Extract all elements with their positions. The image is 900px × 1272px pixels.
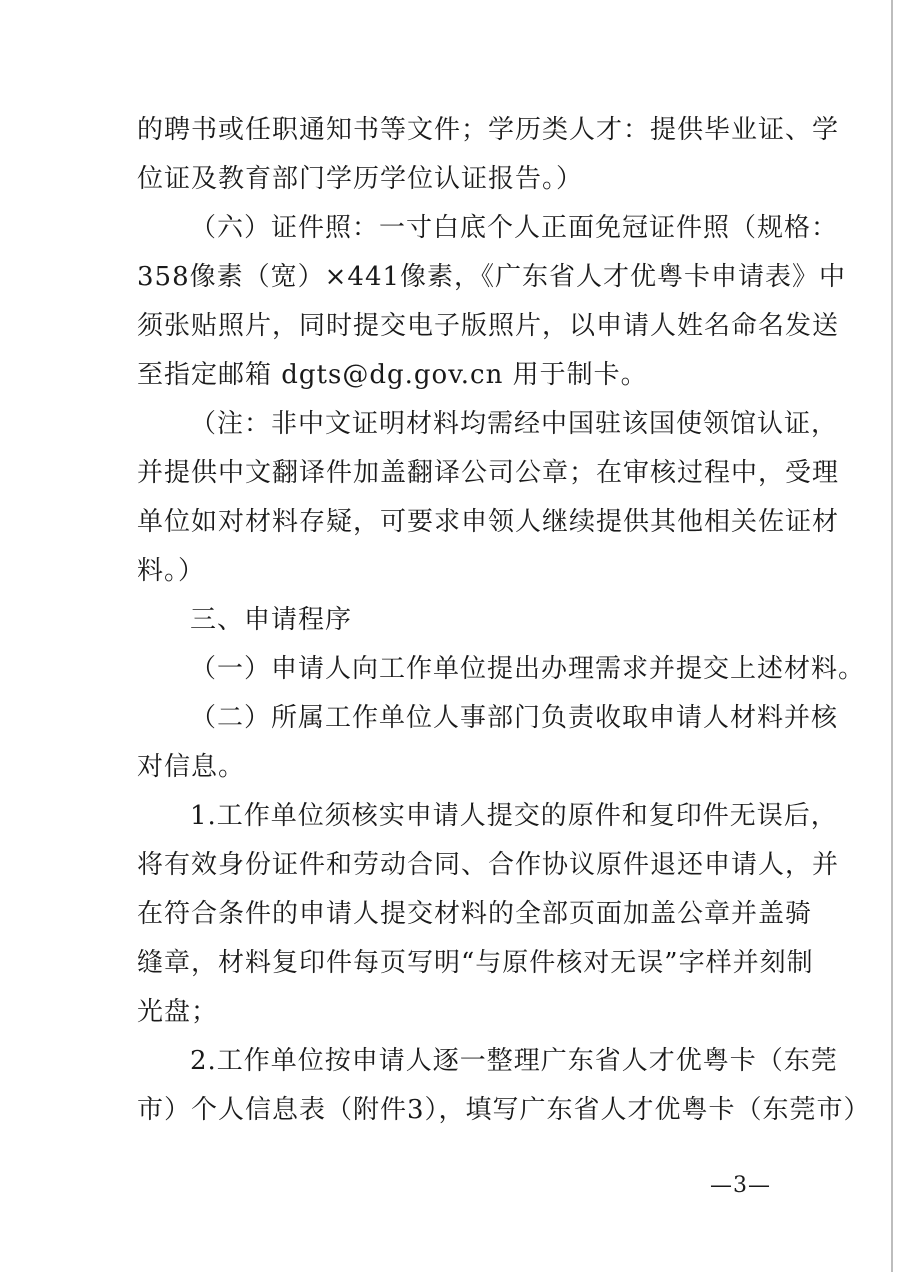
text-line-7: （注：非中文证明材料均需经中国驻该国使领馆认证，	[190, 409, 839, 439]
text-line-1: 的聘书或任职通知书等文件；学历类人才：提供毕业证、学	[137, 115, 840, 145]
text-line-13: （二）所属工作单位人事部门负责收取申请人材料并核	[190, 703, 839, 733]
text-line-5: 须张贴照片，同时提交电子版照片，以申请人姓名命名发送	[137, 311, 840, 341]
text-line-18: 缝章，材料复印件每页写明“与原件核对无误”字样并刻制	[137, 948, 814, 978]
text-line-10: 料。）	[137, 556, 206, 586]
text-line-16: 将有效身份证件和劳动合同、合作协议原件退还申请人，并	[137, 850, 840, 880]
text-line-2: 位证及教育部门学历学位认证报告。）	[137, 164, 584, 194]
text-line-12: （一）申请人向工作单位提出办理需求并提交上述材料。	[190, 654, 866, 684]
section-heading: 三、申请程序	[190, 605, 353, 635]
text-line-15: 1.工作单位须核实申请人提交的原件和复印件无误后，	[190, 801, 838, 831]
text-line-20: 2.工作单位按申请人逐一整理广东省人才优粤卡（东莞	[190, 1046, 838, 1076]
text-line-19: 光盘；	[137, 997, 219, 1027]
text-line-3: （六）证件照：一寸白底个人正面免冠证件照（规格：	[190, 213, 839, 243]
text-line-9: 单位如对材料存疑，可要求申领人继续提供其他相关佐证材	[137, 507, 840, 537]
text-line-8: 并提供中文翻译件加盖翻译公司公章；在审核过程中，受理	[137, 458, 840, 488]
text-line-14: 对信息。	[137, 752, 246, 782]
text-line-17: 在符合条件的申请人提交材料的全部页面加盖公章并盖骑	[137, 899, 813, 929]
text-line-6: 至指定邮箱 dgts@dg.gov.cn 用于制卡。	[137, 360, 648, 390]
text-line-4: 358像素（宽）×441像素，《广东省人才优粤卡申请表》中	[137, 262, 847, 292]
text-line-21: 市）个人信息表（附件3），填写广东省人才优粤卡（东莞市）	[137, 1095, 871, 1125]
page-number: —3—	[710, 1173, 771, 1198]
scan-edge-line	[891, 0, 893, 1272]
